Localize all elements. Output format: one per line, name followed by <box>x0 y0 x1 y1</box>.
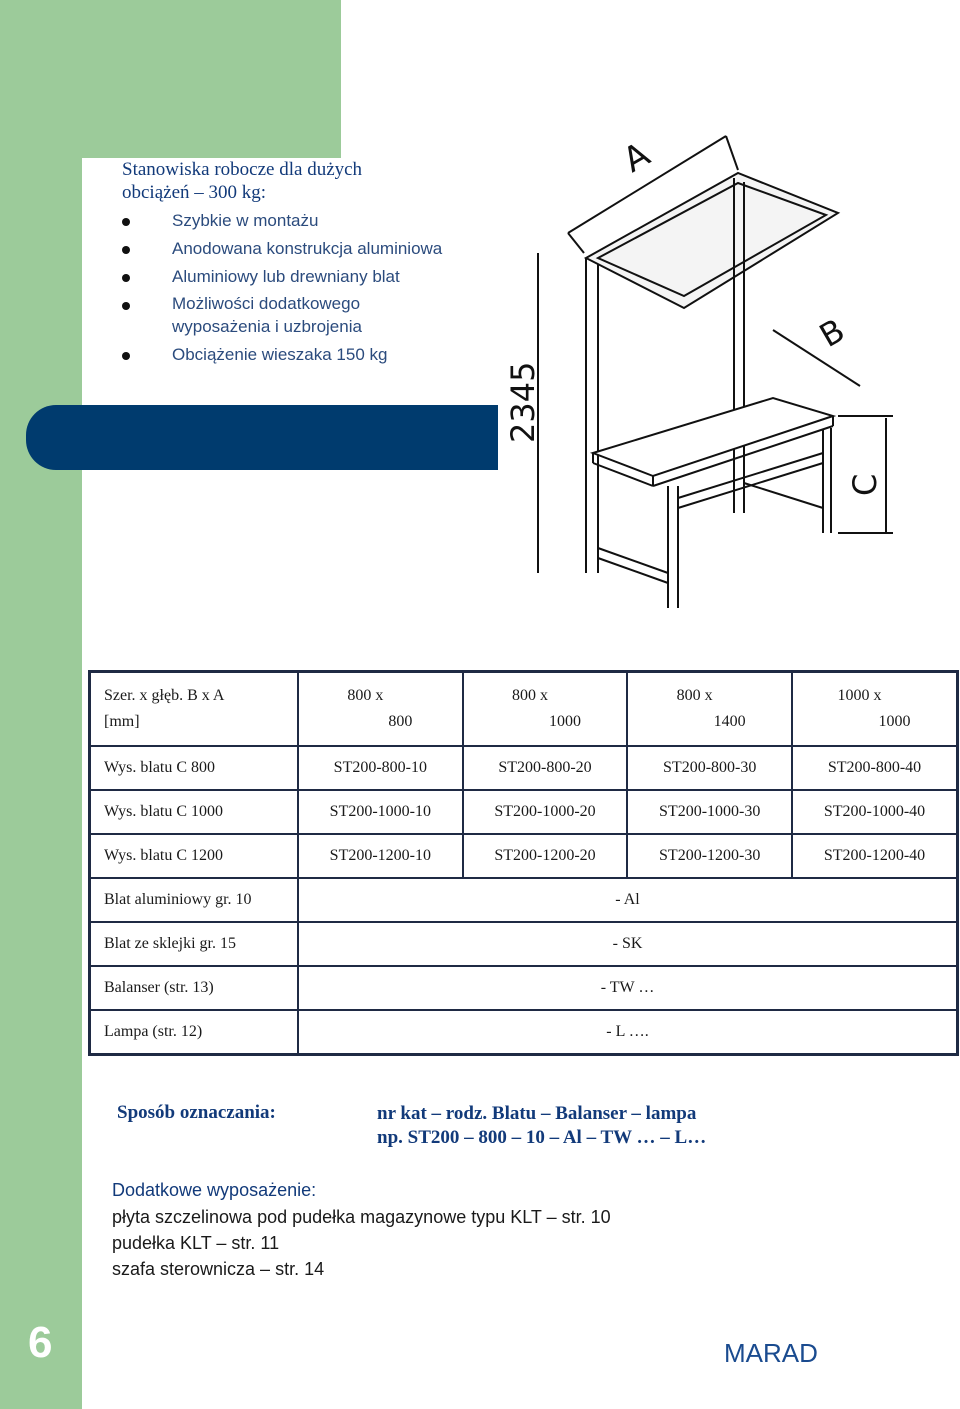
table-cell: ST200-1000-30 <box>627 790 792 834</box>
title-line-1: Stanowiska robocze dla dużych <box>122 159 363 180</box>
option-row <box>90 1010 958 1055</box>
row-label: Wys. blatu C 800 <box>90 746 299 790</box>
table-cell: ST200-1200-40 <box>792 834 957 878</box>
option-row <box>90 878 958 922</box>
title-line-2: obciążeń – 300 kg: <box>122 182 267 203</box>
option-code: - L …. <box>298 1010 958 1055</box>
row-label: Wys. blatu C 1000 <box>90 790 299 834</box>
table-header-row <box>90 672 958 747</box>
feature-list <box>122 209 442 371</box>
bullet-icon <box>122 246 130 254</box>
table-cell: ST200-1000-40 <box>792 790 957 834</box>
option-code: - SK <box>298 922 958 966</box>
table-row <box>90 834 958 878</box>
option-row <box>90 966 958 1010</box>
option-label: Lampa (str. 12) <box>90 1010 299 1055</box>
size-header-cell: 800 x 1400 <box>627 672 792 747</box>
bullet-icon <box>122 352 130 360</box>
marking-format <box>377 1102 706 1150</box>
table-cell: ST200-800-20 <box>463 746 628 790</box>
table-row <box>90 790 958 834</box>
bullet-icon <box>122 218 130 226</box>
brand-name: MARAD <box>724 1338 818 1368</box>
option-label: Blat ze sklejki gr. 15 <box>90 922 299 966</box>
table-cell: ST200-1200-20 <box>463 834 628 878</box>
dimension-c-label: C <box>846 473 884 496</box>
page-title <box>122 158 502 204</box>
table-cell: ST200-1000-20 <box>463 790 628 834</box>
table-cell: ST200-1000-10 <box>298 790 463 834</box>
option-row <box>90 922 958 966</box>
table-cell: ST200-1200-10 <box>298 834 463 878</box>
size-header-cell: 800 x 1000 <box>463 672 628 747</box>
header-label-cell: Szer. x głęb. B x A [mm] <box>90 672 299 747</box>
feature-item: Możliwości dodatkowego <box>122 293 442 315</box>
marking-label: Sposób oznaczania: <box>117 1102 276 1123</box>
workstation-drawing <box>498 118 906 630</box>
marking-line-1: nr kat – rodz. Blatu – Balanser – lampa <box>377 1103 697 1124</box>
table-cell: ST200-1200-30 <box>627 834 792 878</box>
feature-item: Aluminiowy lub drewniany blat <box>122 265 442 289</box>
left-green-bar <box>0 0 82 1409</box>
height-dimension-label: 2345 <box>504 361 542 443</box>
bullet-icon <box>122 274 130 282</box>
dimension-a-label: A <box>616 134 657 181</box>
table-cell: ST200-800-10 <box>298 746 463 790</box>
equipment-item: szafa sterownicza – str. 14 <box>112 1259 325 1279</box>
feature-item: Anodowana konstrukcja aluminiowa <box>122 237 442 261</box>
marking-line-2: np. ST200 – 800 – 10 – Al – TW … – L… <box>377 1127 707 1148</box>
feature-item: Szybkie w montażu <box>122 209 442 233</box>
feature-item-continued: wyposażenia i uzbrojenia <box>172 317 362 336</box>
equipment-item: płyta szczelinowa pod pudełka magazynowe typu KLT – str. 10 <box>112 1207 611 1227</box>
table-row <box>90 746 958 790</box>
size-header-cell: 1000 x 1000 <box>792 672 957 747</box>
option-label: Blat aluminiowy gr. 10 <box>90 878 299 922</box>
option-label: Balanser (str. 13) <box>90 966 299 1010</box>
equipment-list <box>112 1204 611 1282</box>
option-code: - Al <box>298 878 958 922</box>
spec-table <box>88 670 959 1056</box>
row-label: Wys. blatu C 1200 <box>90 834 299 878</box>
option-code: - TW … <box>298 966 958 1010</box>
blue-band <box>26 405 498 470</box>
size-header-cell: 800 x 800 <box>298 672 463 747</box>
feature-item: Obciążenie wieszaka 150 kg <box>122 343 442 367</box>
top-green-block <box>82 0 341 158</box>
table-cell: ST200-800-30 <box>627 746 792 790</box>
bullet-icon <box>122 302 130 310</box>
equipment-item: pudełka KLT – str. 11 <box>112 1233 280 1253</box>
page-number: 6 <box>28 1318 53 1367</box>
table-cell: ST200-800-40 <box>792 746 957 790</box>
dimension-b-label: B <box>813 311 852 355</box>
equipment-title: Dodatkowe wyposażenie: <box>112 1180 317 1200</box>
